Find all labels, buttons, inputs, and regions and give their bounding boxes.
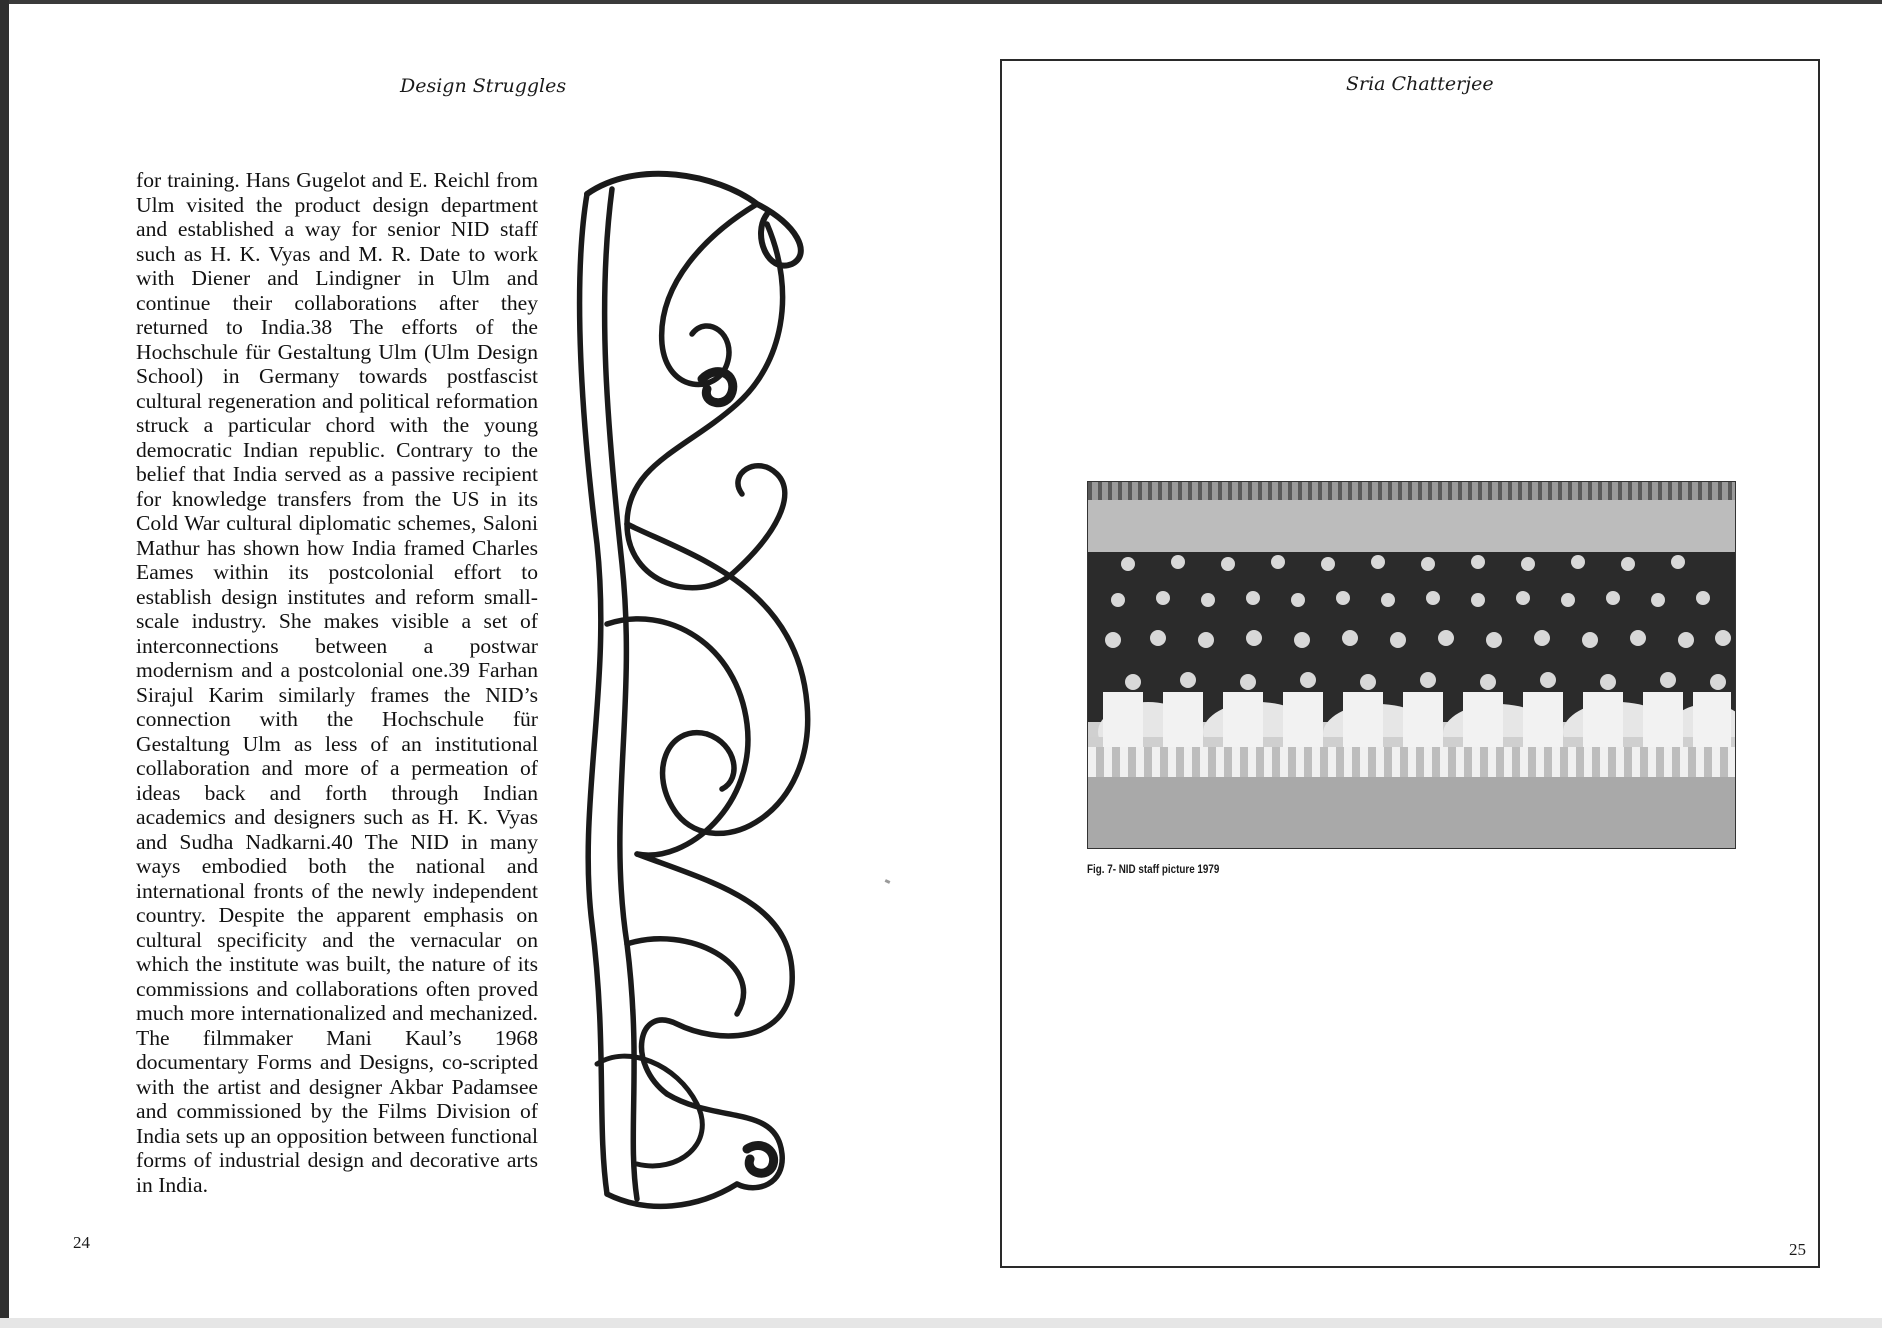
- body-text: for training. Hans Gugelot and E. Reichl from Ulm visited the product design department and established a way for senior NID staff such as H. K. Vyas and M. R. Date to work with Diener and Lindigner in Ulm and continue their collaborations after they returned to India.38 The efforts of the Hochschule für Gestaltung Ulm (Ulm Design School) in Germany towards postfascist cultural regeneration and political reformation struck a particular chord with the young democratic Indian republic. Contrary to the belief that India served as a passive recipient for knowledge transfers from the US in its Cold War cultural diplomatic schemes, Saloni Mathur has shown how India framed Charles Eames within its postcolonial effort to establish design institutes and reform small-scale industry. She makes visible a set of interconnections between a postwar modernism and a postcolonial one.39 Farhan Sirajul Karim similarly frames the NID’s connection with the Hochschule für Gestaltung Ulm as less of an institutional collaboration and more of a permeation of ideas back and forth through Indian academics and designers such as H. K. Vyas and Sudha Nadkarni.40 The NID in many ways embodied both the national and international fronts of the newly independent country. Despite the apparent emphasis on cultural specificity and the vernacular on which the institute was built, the nature of its commissions and collaborations often proved much more internationalized and mechanized. The filmmaker Mani Kaul’s 1968 documentary Forms and Designs, co-scripted with the artist and designer Akbar Padamsee and commissioned by the Films Division of India sets up an opposition between functional forms of industrial design and decorative arts in India.: [136, 168, 538, 1197]
- left-running-head: Design Struggles: [400, 75, 567, 97]
- nid-staff-photo: [1087, 481, 1736, 849]
- window-left-edge: [0, 0, 9, 1328]
- left-page: [9, 4, 979, 1318]
- ornamental-scroll-illustration: [567, 164, 837, 1214]
- stray-mark: [885, 879, 891, 884]
- right-page: [1000, 59, 1820, 1268]
- right-page-number: 25: [1789, 1240, 1806, 1259]
- window-bottom-edge: [0, 1318, 1882, 1328]
- right-running-head: Sria Chatterjee: [1346, 73, 1494, 95]
- left-page-number: 24: [73, 1233, 90, 1252]
- figure-caption: Fig. 7- NID staff picture 1979: [1087, 862, 1220, 876]
